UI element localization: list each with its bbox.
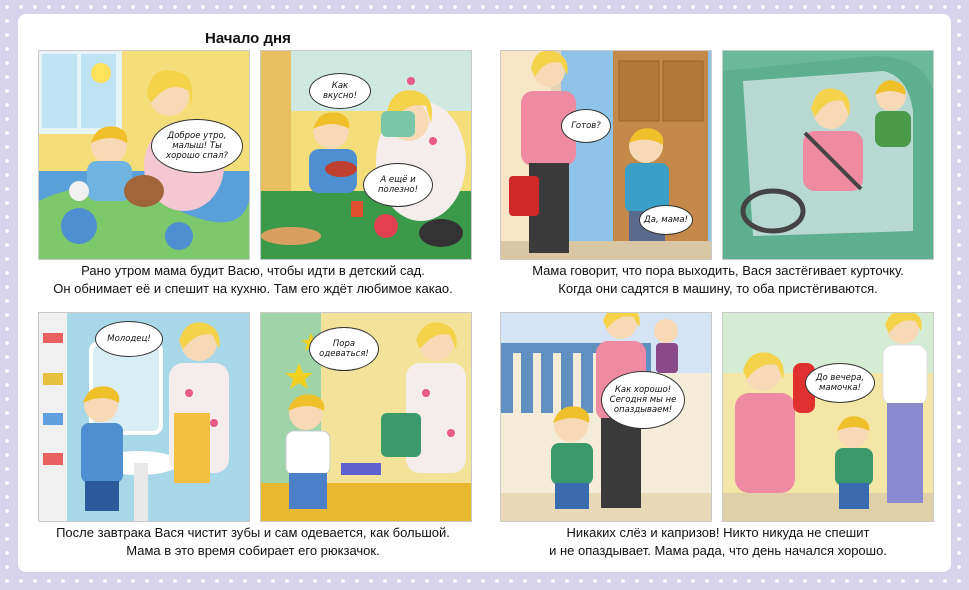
goodbye-illustration	[723, 313, 933, 521]
speech-bubble-see-you-tonight: До вечера, мамочка!	[805, 363, 875, 403]
caption-line: Никаких слёз и капризов! Никто никуда не спешит	[566, 525, 870, 540]
speech-bubble-ready: Готов?	[561, 109, 611, 143]
speech-bubble-well-done: Молодец!	[95, 321, 163, 357]
caption-line: Рано утром мама будит Васю, чтобы идти в детский сад.	[81, 263, 425, 278]
caption-line: После завтрака Вася чистит зубы и сам одевается, как большой.	[56, 525, 450, 540]
speech-bubble-healthy: А ещё и полезно!	[363, 163, 433, 207]
caption-line: Мама говорит, что пора выходить, Вася застёгивает курточку.	[532, 263, 904, 278]
caption-leaving	[484, 262, 952, 298]
panel-breakfast	[260, 50, 472, 260]
caption-line: и не опаздывает. Мама рада, что день начался хорошо.	[549, 543, 887, 558]
panel-getting-ready	[500, 50, 712, 260]
panel-goodbye	[722, 312, 934, 522]
caption-line: Когда они садятся в машину, то оба пристёгиваются.	[558, 281, 878, 296]
panel-wake-up	[38, 50, 250, 260]
speech-bubble-mom-greeting: Доброе утро, малыш! Ты хорошо спал?	[151, 119, 243, 173]
caption-arrival	[484, 524, 952, 560]
panel-kindergarten-arrival	[500, 312, 712, 522]
caption-line: Он обнимает её и спешит на кухню. Там его ждёт любимое какао.	[53, 281, 453, 296]
car-illustration	[723, 51, 933, 259]
panel-brushing-teeth	[38, 312, 250, 522]
panel-car	[722, 50, 934, 260]
page-title: Начало дня	[205, 30, 291, 47]
caption-brushing	[18, 524, 488, 560]
speech-bubble-time-to-dress: Пора одеваться!	[309, 327, 379, 371]
speech-bubble-tasty: Как вкусно!	[309, 73, 371, 109]
panel-dressing	[260, 312, 472, 522]
kindergarten-illustration	[501, 313, 711, 521]
speech-bubble-yes-mom: Да, мама!	[639, 205, 693, 235]
caption-line: Мама в это время собирает его рюкзачок.	[126, 543, 380, 558]
speech-bubble-not-late: Как хорошо! Сегодня мы не опаздываем!	[601, 371, 685, 429]
caption-wake-up	[18, 262, 488, 298]
